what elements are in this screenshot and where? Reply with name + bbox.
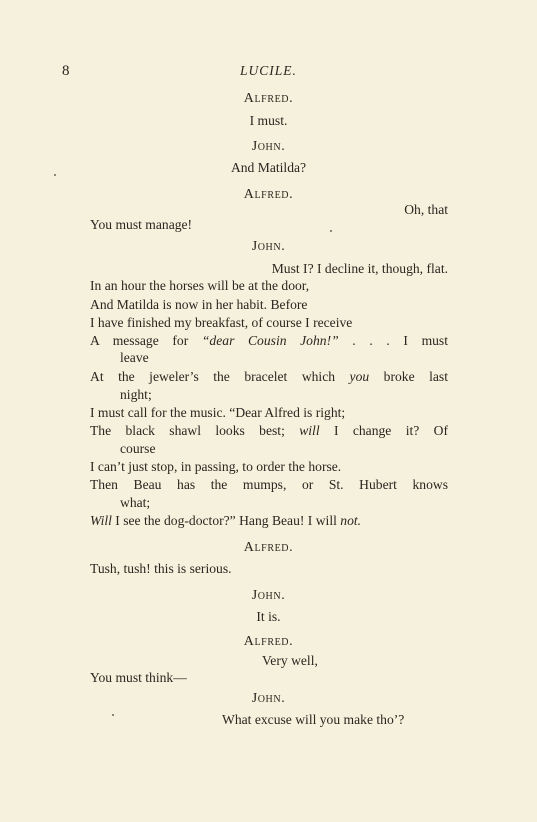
verse-line: The black shawl looks best; will I change it? Of xyxy=(90,423,448,438)
verse-line: I have finished my breakfast, of course I receive xyxy=(90,315,353,330)
dialogue-line: It is. xyxy=(256,609,281,624)
verse-line: I must call for the music. “Dear Alfred is right; xyxy=(90,405,346,420)
running-title: LUCILE. xyxy=(240,63,297,78)
dialogue-line: Oh, that xyxy=(404,202,448,217)
dialogue-line: Tush, tush! this is serious. xyxy=(90,561,232,576)
verse-line-continuation: night; xyxy=(120,387,152,402)
page-number: 8 xyxy=(62,63,70,79)
verse-line: I can’t just stop, in passing, to order the horse. xyxy=(90,459,342,474)
speaker-label: John. xyxy=(251,588,286,603)
dialogue-line: I must. xyxy=(249,113,288,128)
dialogue-line: Must I? I decline it, though, flat. xyxy=(271,261,448,276)
dialogue-line: You must think— xyxy=(90,670,187,685)
verse-line: Will I see the dog-doctor?” Hang Beau! I will not. xyxy=(90,513,362,528)
paper-speck xyxy=(330,230,332,232)
verse-line-continuation: what; xyxy=(120,495,151,510)
verse-line: In an hour the horses will be at the door, xyxy=(90,278,310,293)
speaker-label: Alfred. xyxy=(243,187,294,202)
speaker-label: Alfred. xyxy=(243,91,294,106)
speaker-label: John. xyxy=(251,139,286,154)
dialogue-line: Very well, xyxy=(262,653,318,668)
verse-line: Then Beau has the mumps, or St. Hubert knows xyxy=(90,477,448,492)
speaker-label: Alfred. xyxy=(243,634,294,649)
paper-speck xyxy=(112,714,114,716)
verse-line-continuation: course xyxy=(120,441,156,456)
speaker-label: John. xyxy=(251,691,286,706)
dialogue-line: And Matilda? xyxy=(230,160,307,175)
verse-line: A message for “dear Cousin John!” . . . I must xyxy=(90,333,449,348)
verse-line: At the jeweler’s the bracelet which you broke last xyxy=(90,369,448,384)
verse-line-continuation: leave xyxy=(120,350,149,365)
dialogue-line: You must manage! xyxy=(90,217,193,232)
dialogue-line: What excuse will you make tho’? xyxy=(222,712,405,727)
verse-line: And Matilda is now in her habit. Before xyxy=(90,297,308,312)
paper-speck xyxy=(54,174,56,176)
speaker-label: Alfred. xyxy=(243,540,294,555)
speaker-label: John. xyxy=(251,239,286,254)
